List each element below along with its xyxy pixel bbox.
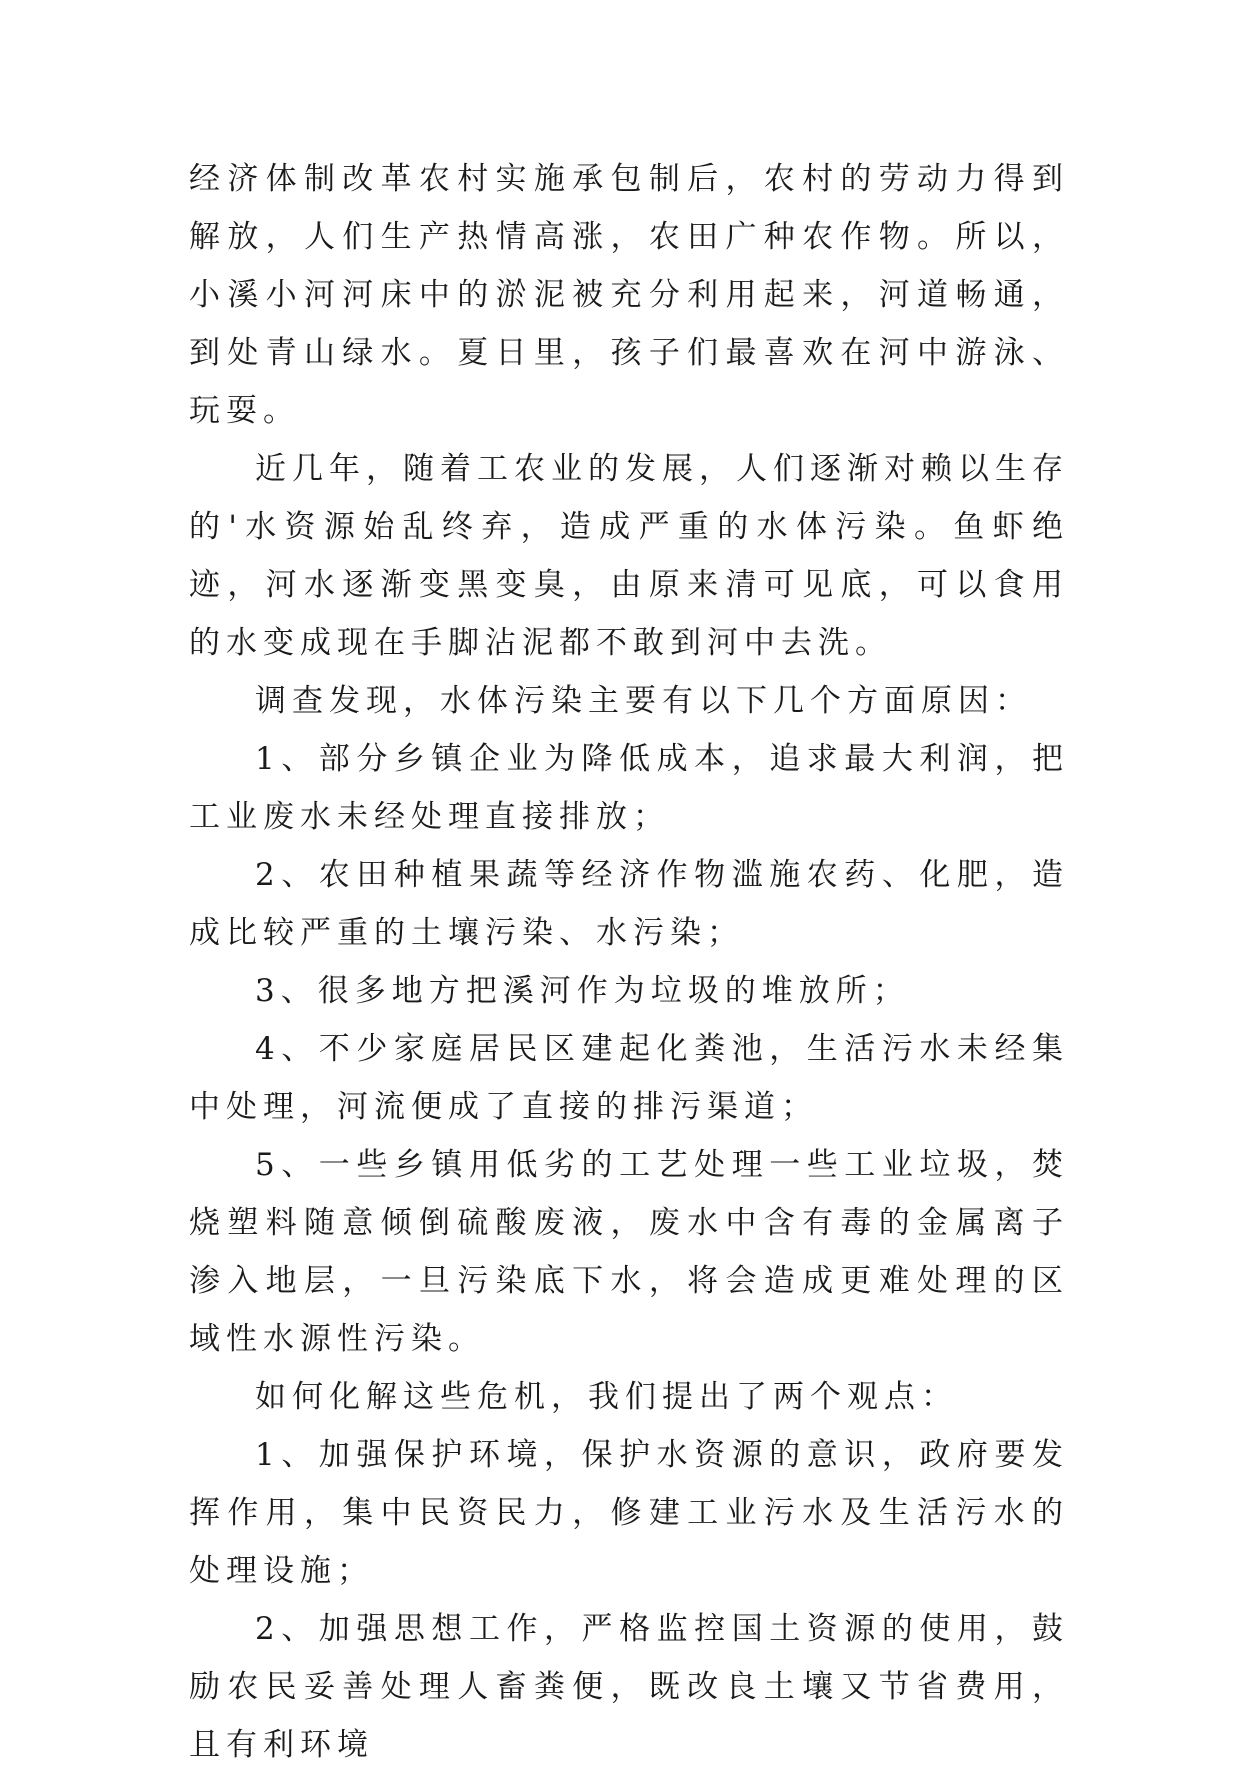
document-body [189, 150, 1069, 1774]
paragraph-9: 如何化解这些危机，我们提出了两个观点： [255, 1379, 958, 1415]
paragraph-3: 调查发现，水体污染主要有以下几个方面原因： [255, 683, 1032, 719]
paragraph-7: 4、不少家庭居民区建起化粪池，生活污水未经集中处理，河流便成了直接的排污渠道； [189, 1031, 1069, 1125]
paragraph-6: 3、很多地方把溪河作为垃圾的堆放所； [255, 973, 910, 1009]
paragraph-8: 5、一些乡镇用低劣的工艺处理一些工业垃圾，焚烧塑料随意倾倒硫酸废液，废水中含有毒的金属离子渗入地层，一旦污染底下水，将会造成更难处理的区域性水源性污染。 [189, 1147, 1069, 1357]
paragraph-11: 2、加强思想工作，严格监控国土资源的使用，鼓励农民妥善处理人畜粪便，既改良土壤又节省费用，且有利环境 [189, 1611, 1069, 1763]
paragraph-2: 近几年，随着工农业的发展，人们逐渐对赖以生存的'水资源始乱终弃，造成严重的水体污染。鱼虾绝迹，河水逐渐变黑变臭，由原来清可见底，可以食用的水变成现在手脚沾泥都不敢到河中去洗。 [189, 451, 1069, 661]
paragraph-10: 1、加强保护环境，保护水资源的意识，政府要发挥作用，集中民资民力，修建工业污水及生活污水的处理设施； [189, 1437, 1069, 1589]
paragraph-5: 2、农田种植果蔬等经济作物滥施农药、化肥，造成比较严重的土壤污染、水污染； [189, 857, 1069, 951]
paragraph-4: 1、部分乡镇企业为降低成本，追求最大利润，把工业废水未经处理直接排放； [189, 741, 1069, 835]
paragraph-1: 经济体制改革农村实施承包制后，农村的劳动力得到解放，人们生产热情高涨，农田广种农作物。所以，小溪小河河床中的淤泥被充分利用起来，河道畅通，到处青山绿水。夏日里，孩子们最喜欢在河中游泳、玩耍。 [189, 161, 1069, 429]
